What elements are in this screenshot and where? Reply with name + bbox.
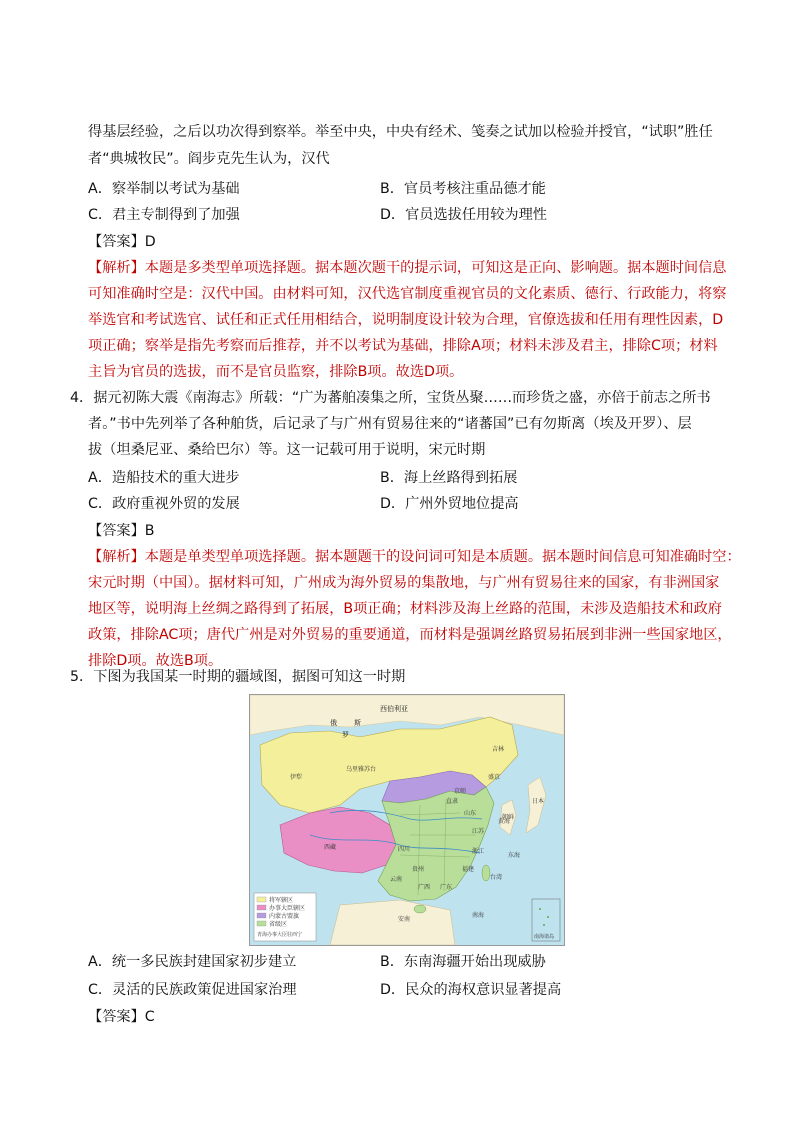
q4-analysis-line-1: 【解析】本题是单类型单项选择题。据本题题干的设问词可知是本质题。据本题时间信息可知准确时空： [88, 549, 741, 565]
map-label-guizhou: 贵州 [412, 866, 425, 873]
q4-stem-line-1: 4．据元初陈大震《南海志》所载：“广为蕃舶凑集之所，宝货丛聚……而珍货之盛，亦倍于前志之所书 [70, 390, 711, 406]
map-label-jilin: 吉林 [492, 746, 505, 753]
map-label-luo: 罗 [342, 731, 349, 739]
q3-analysis-line-3: 举选官和考试选官、试任和正式任用相结合，说明制度设计较为合理，官僚选拔和任用有理性因素，D [88, 312, 724, 328]
q3-analysis-line-2: 可知准确时空是：汉代中国。由材料可知，汉代选官制度重视官员的文化素质、德行、行政能力，将察 [88, 286, 727, 302]
map-label-e: 俄 [330, 719, 337, 727]
legend-swatch-yellow [257, 897, 266, 902]
map-label-jingshi: 京师 [454, 788, 467, 795]
map-label-korea: 朝鲜 [502, 814, 515, 821]
q4-option-a: A．造船技术的重大进步 [88, 470, 240, 486]
q3-analysis-line-5: 主旨为官员的选拔，而不是官员监察，排除B项。故选D项。 [88, 364, 464, 380]
map-label-sichuan: 四川 [398, 846, 411, 853]
map-hainan [414, 905, 426, 913]
q5-stem: 5．下图为我国某一时期的疆域图，据图可知这一时期 [70, 669, 406, 685]
map-label-tibet: 西藏 [324, 844, 337, 851]
inset-label: 南海诸岛 [534, 934, 555, 940]
inset-island-3 [543, 924, 545, 926]
q3-analysis-line-1: 【解析】本题是多类型单项选择题。据本题次题干的提示词，可知这是正向、影响题。据本题时间信息 [88, 260, 727, 276]
inset-island-1 [539, 908, 541, 910]
map-label-ili: 伊犁 [290, 774, 303, 781]
q3-stem-line-1: 得基层经验，之后以功次得到察举。举至中央，中央有经术、笺奏之试加以检验并授官，“试职”胜任 [88, 124, 713, 140]
q4-option-d: D．广州外贸地位提高 [380, 496, 519, 512]
legend-label-1: 将军辖区 [269, 897, 294, 904]
map-label-annam: 安南 [398, 916, 411, 923]
q3-option-d: D．官员选拔任用较为理性 [380, 207, 547, 223]
q5-answer: 【答案】C [88, 1009, 155, 1025]
map-label-shengjing: 盛京 [488, 774, 501, 781]
map-label-guangxi: 广西 [418, 884, 431, 891]
q4-analysis-line-2: 宋元时期（中国）。据材料可知，广州成为海外贸易的集散地，与广州有贸易往来的国家，有非洲国家 [88, 575, 720, 591]
legend-swatch-pink [257, 905, 266, 910]
map-label-shandong: 山东 [464, 810, 477, 817]
map-label-siberia: 西伯利亚 [380, 705, 408, 713]
map-label-fujian: 福建 [462, 866, 475, 873]
inset-island-2 [547, 916, 549, 918]
legend-label-4: 省级区 [269, 921, 288, 928]
territory-map-svg [250, 695, 564, 945]
q4-answer: 【答案】B [88, 523, 155, 539]
map-label-japan: 日本 [532, 798, 545, 805]
map-label-guangdong: 广东 [440, 884, 453, 891]
map-label-jiangsu: 江苏 [472, 828, 485, 835]
q3-option-c: C．君主专制得到了加强 [88, 207, 240, 223]
map-label-south-sea: 南海 [472, 912, 485, 919]
q4-option-b: B．海上丝路得到拓展 [380, 470, 518, 486]
q4-option-c: C．政府重视外贸的发展 [88, 496, 240, 512]
q5-option-a: A．统一多民族封建国家初步建立 [88, 954, 297, 970]
legend-swatch-green [257, 921, 266, 926]
map-label-taiwan: 台湾 [490, 874, 503, 881]
q3-analysis-line-4: 项正确；察举是指先考察而后推荐，并不以考试为基础，排除A项；材料未涉及君主，排除C项；材料 [88, 338, 718, 354]
map-label-zhejiang: 浙江 [472, 848, 485, 855]
q4-stem-line-3: 拔（坦桑尼亚、桑给巴尔）等。这一记载可用于说明，宋元时期 [88, 442, 486, 458]
q5-option-c: C．灵活的民族政策促进国家治理 [88, 982, 297, 998]
q4-stem-line-2: 者。”书中先列举了各种舶货，后记录了与广州有贸易往来的“诸蕃国”已有勿斯离（埃及开罗）、层 [88, 416, 692, 432]
q4-analysis-line-4: 政策，排除AC项；唐代广州是对外贸易的重要通道，而材料是强调丝路贸易拓展到非洲一些国家地区， [88, 627, 732, 643]
q3-option-b: B．官员考核注重品德才能 [380, 181, 546, 197]
territory-map [249, 694, 565, 946]
legend-label-2: 办事大臣辖区 [269, 905, 306, 912]
q3-stem-line-2: 者“典城牧民”。阎步克先生认为，汉代 [88, 151, 330, 167]
legend-note: 青海办事大臣驻西宁 [257, 932, 303, 938]
q3-option-a: A．察举制以考试为基础 [88, 181, 240, 197]
q4-analysis-line-3: 地区等，说明海上丝绸之路得到了拓展，B项正确；材料涉及海上丝路的范围，未涉及造船技术和政府 [88, 601, 722, 617]
map-label-zhili: 直隶 [446, 798, 459, 805]
legend-swatch-purple [257, 913, 266, 918]
map-taiwan [482, 865, 490, 881]
map-label-si: 斯 [354, 719, 361, 727]
q5-option-d: D．民众的海权意识显著提高 [380, 982, 562, 998]
q3-answer: 【答案】D [88, 234, 156, 250]
legend-label-3: 内蒙古盟旗 [269, 913, 300, 920]
q5-option-b: B．东南海疆开始出现威胁 [380, 954, 546, 970]
map-label-uliastai: 乌里雅苏台 [346, 766, 377, 773]
map-label-yellow-sea: 黄海 [498, 818, 511, 825]
map-label-east-sea: 东海 [508, 852, 521, 859]
q4-analysis-line-5: 排除D项。故选B项。 [88, 653, 223, 669]
map-label-yunnan: 云南 [390, 876, 403, 883]
